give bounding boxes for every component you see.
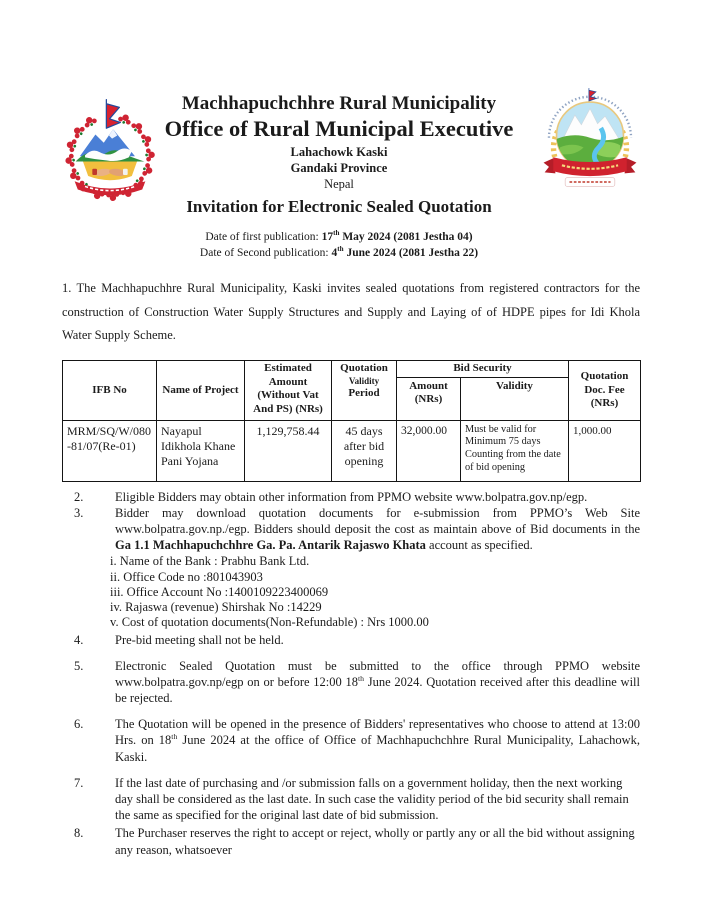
notice-item-6: 6. The Quotation will be opened in the presence of Bidders' representatives who choose to attend at 13:00 Hrs. on 18th June 2024 at the office of Office of Machhapuchchhre Rural Municipality, Lahachowk, Kaski. xyxy=(74,717,640,764)
cell-validity-period: 45 days after bid opening xyxy=(332,420,397,481)
cell-project-name: Nayapul Idikhola Khane Pani Yojana xyxy=(157,420,245,481)
notice-item-3: 3. Bidder may download quotation documents for e-submission from PPMO’s Web Site www.bolpatra.gov.np./egp. Bidders should deposit the cost as maintain above of Bid documents in the Ga 1.1 Machhapuchchhre Ga. Pa. Antarik Rajaswo Khata account as specified. xyxy=(74,505,640,553)
bank-detail-line: iv. Rajaswa (revenue) Shirshak No :14229 xyxy=(110,599,322,614)
notice-item-2: 2. Eligible Bidders may obtain other information from PPMO website www.bolpatra.gov.np/egp. xyxy=(74,489,588,504)
first-publication-date: Date of first publication: 17th May 2024 (2081 Jestha 04) xyxy=(205,229,473,243)
th-bid-validity: Validity xyxy=(461,377,569,420)
cell-bid-amount: 32,000.00 xyxy=(397,420,461,481)
cell-estimated-amount: 1,129,758.44 xyxy=(245,420,332,481)
table-row xyxy=(63,420,641,481)
th-doc-fee: Quotation Doc. Fee (NRs) xyxy=(569,361,641,421)
bank-details-list xyxy=(110,554,640,630)
notice-item-8: 8. The Purchaser reserves the right to accept or reject, wholly or partly any or all the bid without assigning any reason, whatsoever xyxy=(74,826,635,857)
office-title: Office of Rural Municipal Executive xyxy=(164,116,514,141)
publication-dates xyxy=(50,230,628,261)
municipality-title: Machhapuchchhre Rural Municipality xyxy=(181,93,497,114)
th-ifb-no: IFB No xyxy=(63,361,157,421)
notice-item-5: 5. Electronic Sealed Quotation must be submitted to the office through PPMO website www.bolpatra.gov.np/egp on or before 12:00 18th June 2024. Quotation received after this deadline will be rejected. xyxy=(74,658,640,705)
place-line: Lahachowk Kaski xyxy=(290,145,388,159)
th-project-name: Name of Project xyxy=(157,361,245,421)
bank-detail-line: iii. Office Account No :1400109223400069 xyxy=(110,584,329,599)
notice-title: Invitation for Electronic Sealed Quotation xyxy=(186,197,492,216)
bank-detail-line: v. Cost of quotation documents(Non-Refundable) : Nrs 1000.00 xyxy=(110,615,429,630)
th-bid-security: Bid Security xyxy=(397,361,569,378)
cell-bid-validity: Must be valid for Minimum 75 days Counting from the date of bid opening xyxy=(461,420,569,481)
document-header xyxy=(50,92,628,218)
notice-item-4: 4. Pre-bid meeting shall not be held. xyxy=(74,633,284,648)
country-line: Nepal xyxy=(324,177,354,191)
province-line: Gandaki Province xyxy=(290,161,388,175)
bank-detail-line: i. Name of the Bank : Prabhu Bank Ltd. xyxy=(110,554,310,569)
second-publication-date: Date of Second publication: 4th June 2024 (2081 Jestha 22) xyxy=(199,244,479,259)
th-bid-amount: Amount (NRs) xyxy=(397,377,461,420)
intro-paragraph: 1. The Machhapuchhre Rural Municipality, Kaski invites sealed quotations from registered contractors for the construction of Construction Water Supply Structures and Supply and Laying of of HDPE pipes for Idi Khola Water Supply Scheme. xyxy=(62,281,640,342)
cell-ifb-no: MRM/SQ/W/080-81/07(Re-01) xyxy=(63,420,157,481)
bank-detail-line: ii. Office Code no :801043903 xyxy=(110,569,263,584)
notice-item-7: 7. If the last date of purchasing and /or submission falls on a government holiday, then the next working day shall be considered as the last date. In such case the validity period of the bid security shall remain the same as specified for the original last date of bid submission. xyxy=(74,775,629,823)
notice-items xyxy=(62,489,640,858)
cell-doc-fee: 1,000.00 xyxy=(569,420,641,481)
th-quotation-validity-period: Quotation Validity Period xyxy=(332,361,397,421)
th-estimated-amount: Estimated Amount (Without Vat And PS) (NRs) xyxy=(245,361,332,421)
quotation-table xyxy=(62,360,641,482)
